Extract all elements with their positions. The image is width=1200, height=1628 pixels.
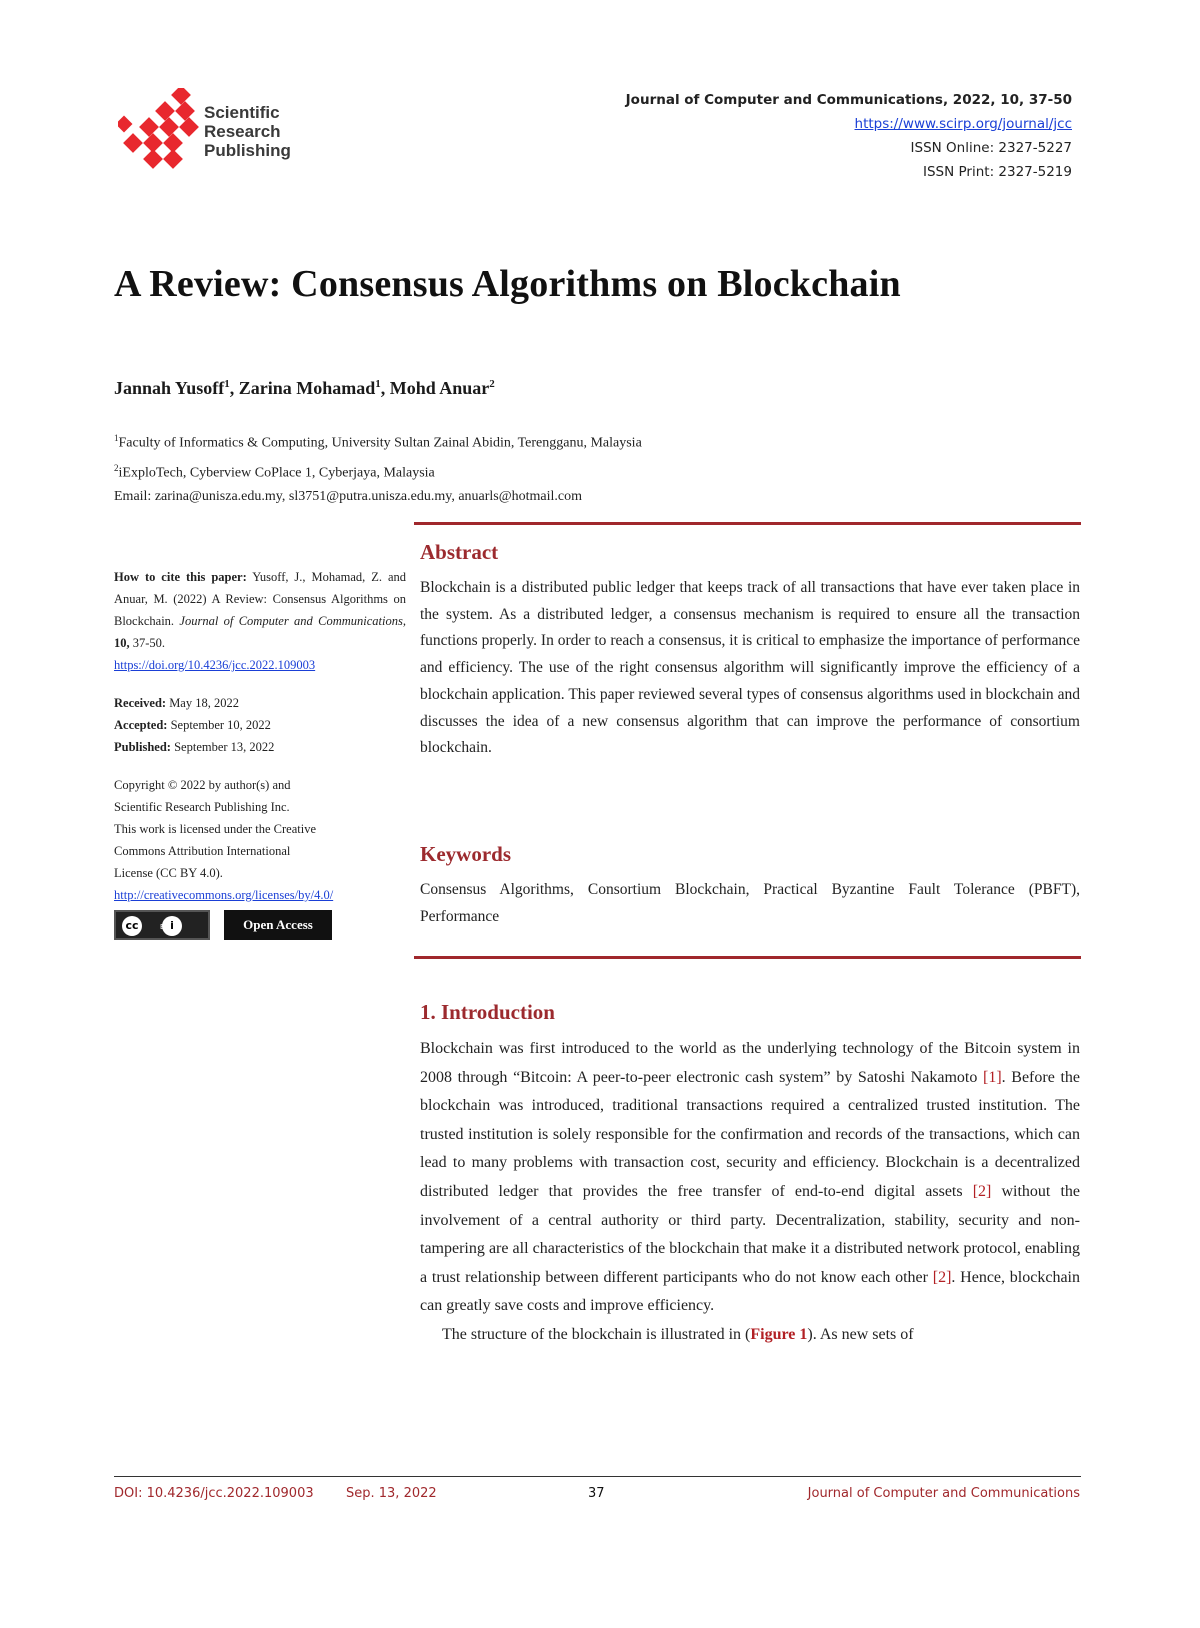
footer-rule: [114, 1476, 1081, 1477]
affiliation-2: $^2$iExploTech, Cyberview CoPlace 1, Cyberjaya, Malaysia: [114, 462, 435, 481]
abstract-text: Blockchain is a distributed public ledger that keeps track of all transactions that have ever taken place in the system. As a distributed ledger, a consensus mechanism is required to ensure all the transaction functions properly. In order to reach a consensus, it is critical to emphasize the importance of performance and efficiency. The use of the right consensus algorithm will significantly improve the efficiency of a blockchain application. This paper reviewed several types of consensus algorithms used in blockchain and discusses the idea of a new consensus algorithm that can improve the performance of consortium blockchain.: [420, 579, 1080, 757]
cite-volume: 10,: [114, 636, 130, 650]
cc-by-badge-icon[interactable]: [114, 910, 210, 940]
logo-line-2: Research: [204, 122, 281, 141]
author-name: Mohd Anuar: [389, 378, 490, 398]
logo-line-1: Scientific: [204, 103, 280, 122]
journal-url-link[interactable]: https://www.scirp.org/journal/jcc: [854, 116, 1072, 132]
publisher-name: [204, 103, 291, 160]
logo-line-3: Publishing: [204, 141, 291, 160]
abstract-top-rule: [414, 522, 1081, 525]
license-badges: [114, 910, 406, 940]
citation-sidebar: [114, 566, 406, 940]
accepted-row: Accepted: September 10, 2022: [114, 718, 271, 732]
cite-text: Yusoff, J., Mohamad, Z. and Anuar, M. (2022) A Review: Consensus Algorithms on Blockchain.: [114, 570, 406, 628]
dates-block: [114, 692, 406, 758]
introduction-section: [420, 1000, 1080, 1350]
introduction-heading: 1. Introduction: [420, 1000, 555, 1024]
intro-paragraph-2: The structure of the blockchain is illustrated in (Figure 1). As new sets of: [442, 1325, 914, 1343]
doi-link[interactable]: https://doi.org/10.4236/jcc.2022.109003: [114, 658, 316, 672]
email-line: Email: zarina@unisza.edu.my, sl3751@putra.unisza.edu.my, anuarls@hotmail.com: [114, 489, 583, 505]
open-access-badge: Open Access: [224, 910, 332, 940]
cite-journal: Journal of Computer and Communications,: [179, 614, 406, 628]
citation-ref-2b[interactable]: [2]: [932, 1268, 952, 1286]
keywords-text: Consensus Algorithms, Consortium Blockchain, Practical Byzantine Fault Tolerance (PBFT), Performance: [420, 881, 1080, 925]
license-link[interactable]: http://creativecommons.org/licenses/by/4.0/: [114, 888, 334, 902]
abstract-heading: Abstract: [420, 540, 499, 564]
author-affiliation-mark: 1: [375, 378, 381, 390]
citation-ref-1[interactable]: [1]: [982, 1068, 1002, 1086]
cite-label: How to cite this paper:: [114, 570, 247, 584]
affiliations: [114, 426, 642, 509]
page-number: 37: [588, 1486, 605, 1501]
footer-date: Sep. 13, 2022: [346, 1486, 437, 1501]
copyright-block: Copyright © 2022 by author(s) and Scientific Research Publishing Inc. This work is licensed under the Creative Commons Attribution International License (CC BY 4.0). http://creativecommons.org/licenses/by/4.0/: [114, 774, 406, 906]
received-row: Received: May 18, 2022: [114, 696, 239, 710]
issn-print: ISSN Print: 2327-5219: [923, 164, 1072, 180]
affiliation-1: $^1$Faculty of Informatics & Computing, University Sultan Zainal Abidin, Terengganu, Malaysia: [114, 433, 642, 451]
cite-pages: 37-50.: [132, 636, 166, 650]
author-name: Jannah Yusoff: [114, 378, 225, 398]
by-label: BY: [160, 923, 169, 931]
journal-info: [626, 88, 1072, 184]
figure-1-ref[interactable]: Figure 1: [750, 1325, 808, 1343]
footer-doi: DOI: 10.4236/jcc.2022.109003: [114, 1486, 314, 1501]
intro-paragraph-1: Blockchain was first introduced to the world as the underlying technology of the Bitcoin system in 2008 through “Bitcoin: A peer-to-peer electronic cash system” by Satoshi Nakamoto [1]. Before the blockchain was introduced, traditional transactions required a centralized trusted institution. The trusted institution is solely responsible for the confirmation and records of the transactions, which can lead to many problems with transaction cost, security and efficiency. Blockchain is a decentralized distributed ledger that provides the free transfer of end-to-end digital assets [2] without the involvement of a central authority or third party. Decentralization, stability, security and non-tampering are all characteristics of the blockchain that make it a distributed network protocol, enabling a trust relationship between different participants who do not know each other [2]. Hence, blockchain can greatly save costs and improve efficiency.: [420, 1040, 1081, 1315]
keywords-heading: Keywords: [420, 842, 511, 866]
abstract-section: [420, 540, 1080, 762]
cc-icon: cc: [122, 916, 142, 936]
published-row: Published: September 13, 2022: [114, 740, 275, 754]
issn-online: ISSN Online: 2327-5227: [910, 140, 1072, 156]
keywords-section: [420, 842, 1080, 930]
citation-ref-2[interactable]: [2]: [972, 1182, 992, 1200]
journal-line: Journal of Computer and Communications, 2022, 10, 37-50: [625, 92, 1072, 108]
abstract-bottom-rule: [414, 956, 1081, 959]
author-name: Zarina Mohamad: [238, 378, 376, 398]
paper-title: A Review: Consensus Algorithms on Blockchain: [114, 263, 901, 305]
citation-block: [114, 566, 406, 676]
author-list: Jannah Yusoff$^1$, Zarina Mohamad$^1$, Mohd Anuar$^2$: [114, 378, 495, 398]
footer-journal: Journal of Computer and Communications: [807, 1486, 1080, 1501]
author-affiliation-mark: 1: [224, 378, 230, 390]
by-person-icon: i: [162, 916, 182, 936]
author-affiliation-mark: 2: [489, 378, 495, 390]
